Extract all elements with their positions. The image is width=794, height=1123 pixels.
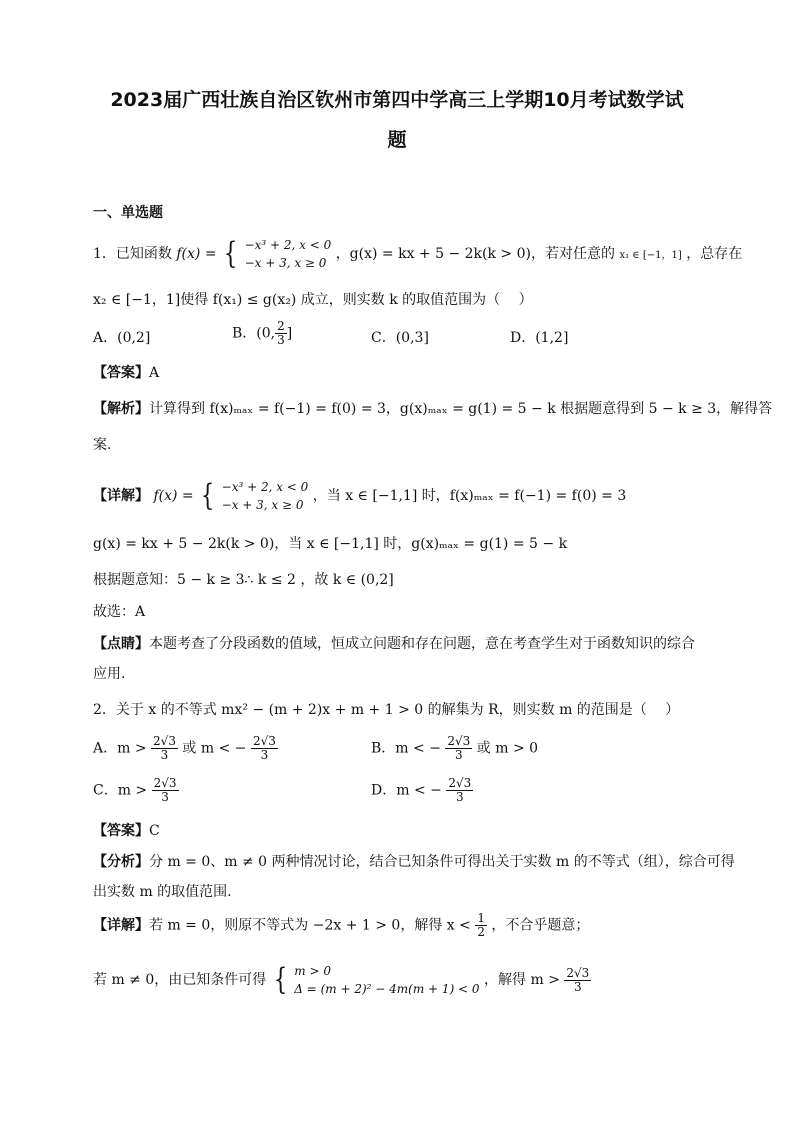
doc-title-line1: 2023届广西壮族自治区钦州市第四中学高三上学期10月考试数学试 (110, 89, 684, 111)
q1-answer (93, 363, 159, 383)
q1-detail-tag: 【详解】 (93, 488, 149, 504)
q2-option-b-post: 或 m > 0 (476, 740, 539, 757)
q1-comment-line2: 应用. (93, 666, 126, 682)
q1-g-def: ，g(x) = kx + 5 − 2k(k > 0)，若对任意的 (335, 246, 615, 262)
q1-stem-line2: x₂ ∈ [−1，1]使得 f(x₁) ≤ g(x₂) 成立，则实数 k 的取值范围为（ ） (93, 292, 533, 308)
q1-detail-case1: −x³ + 2, x < 0 (221, 480, 309, 494)
q1-f-def: f(x) = (176, 246, 217, 262)
q1-detail-cases (222, 478, 309, 514)
q2-option-a-frac1 (151, 735, 178, 762)
q2-option-a (93, 735, 278, 762)
q2-option-a-frac2 (251, 735, 278, 762)
q1-option-d: D．(1,2] (510, 330, 569, 346)
q2-frac-num: 2√3 (447, 734, 471, 748)
q1-detail-line2: g(x) = kx + 5 − 2k(k > 0)，当 x ∈ [−1,1] 时，g(x)ₘₐₓ = g(1) = 5 − k (93, 536, 568, 552)
q2-option-a-mid: 或 m < − (182, 740, 247, 757)
q1-comment-tag: 【点睛】 (93, 636, 149, 652)
q2-detail-line2 (93, 962, 591, 998)
q2-detail-tag: 【详解】 (93, 917, 149, 934)
q2-analysis-text: 分 m = 0、m ≠ 0 两种情况讨论，结合已知条件可得出关于实数 m 的不等式（组），综合可得 (149, 854, 735, 870)
q2-frac-den: 3 (260, 748, 269, 762)
q2-option-c (93, 777, 179, 804)
doc-title-line2: 题 (387, 129, 407, 151)
q2-analysis-tag: 【分析】 (93, 854, 149, 870)
q2-detail-text-post: ，不合乎题意； (491, 917, 590, 934)
q2-frac-num: 2√3 (566, 965, 590, 980)
q2-option-d (371, 777, 473, 804)
q2-option-b-frac (445, 735, 472, 762)
q2-detail-text: 若 m = 0，则原不等式为 −2x + 1 > 0，解得 x < (149, 917, 471, 934)
q2-frac-den: 3 (160, 748, 169, 762)
q2-frac-den: 3 (455, 748, 463, 762)
q1-option-b-den: 3 (277, 333, 285, 347)
q1-brace: { (223, 236, 238, 271)
q1-option-b-num: 2 (277, 319, 285, 333)
q1-case2: −x + 3, x ≥ 0 (244, 256, 327, 270)
q1-comment-text: 本题考查了分段函数的值域，恒成立问题和存在问题，意在考查学生对于函数知识的综合 (149, 636, 695, 652)
q2-detail-half (475, 912, 487, 939)
q2-detail2-pre: 若 m ≠ 0，由已知条件可得 (93, 972, 267, 988)
q2-detail2-cases (294, 962, 479, 998)
q2-detail (93, 912, 589, 939)
q2-frac-num: 2√3 (153, 776, 177, 790)
q1-option-b-pre: B．(0, (232, 325, 276, 342)
q1-cases (245, 236, 332, 272)
q2-option-d-frac (446, 777, 473, 804)
q1-option-c: C．(0,3] (371, 330, 429, 346)
q2-detail2-case1: m > 0 (294, 964, 331, 978)
q1-analysis (93, 399, 772, 419)
q1-answer-tag: 【答案】 (93, 365, 149, 381)
q2-stem: 2．关于 x 的不等式 mx² − (m + 2)x + m + 1 > 0 的解集为 R，则实数 m 的范围是（ ） (93, 702, 680, 718)
q1-option-b-frac (275, 320, 287, 347)
q2-detail2-post: ，解得 m > (484, 972, 560, 988)
q1-detail-brace: { (200, 478, 215, 513)
q2-answer-tag: 【答案】 (93, 823, 149, 839)
q2-detail-half-den: 2 (477, 925, 485, 939)
section-heading: 一、单选题 (93, 205, 163, 221)
q1-detail-f: f(x) = (153, 488, 194, 504)
q2-answer (93, 821, 160, 841)
q1-detail-case2: −x + 3, x ≥ 0 (221, 498, 304, 512)
q1-x1-domain: x₁ ∈ [−1，1] (619, 250, 682, 261)
q2-option-a-pre: A．m > (93, 740, 147, 757)
q2-analysis (93, 852, 735, 872)
q1-stem-end: ，总存在 (686, 246, 743, 262)
q2-detail2-frac (564, 967, 591, 994)
q2-answer-value: C (149, 823, 160, 839)
q2-frac-den: 3 (574, 979, 582, 994)
q2-option-c-pre: C．m > (93, 782, 148, 799)
q2-detail2-case2: Δ = (m + 2)² − 4m(m + 1) < 0 (294, 982, 480, 996)
q1-detail-line4: 故选：A (93, 604, 146, 620)
q2-frac-num: 2√3 (252, 734, 276, 748)
q1-stem (93, 236, 742, 272)
q2-option-d-pre: D．m < − (371, 782, 442, 799)
q1-comment (93, 634, 695, 654)
q1-analysis-tag: 【解析】 (93, 401, 149, 417)
q1-analysis-text: 计算得到 f(x)ₘₐₓ = f(−1) = f(0) = 3，g(x)ₘₐₓ = g(1) = 5 − k 根据题意得到 5 − k ≥ 3，解得答 (149, 401, 773, 417)
q1-detail-line3: 根据题意知：5 − k ≥ 3∴ k ≤ 2 ，故 k ∈ (0,2] (93, 572, 394, 588)
q1-answer-value: A (149, 365, 160, 381)
q2-option-b (371, 735, 538, 762)
q2-option-c-frac (152, 777, 179, 804)
q1-stem-prefix: 1．已知函数 (93, 246, 172, 262)
q1-option-b-post: ] (286, 325, 293, 342)
q1-case1: −x³ + 2, x < 0 (244, 238, 332, 252)
q2-frac-num: 2√3 (448, 776, 472, 790)
q2-option-b-pre: B．m < − (371, 740, 441, 757)
q1-detail-text: ，当 x ∈ [−1,1] 时，f(x)ₘₐₓ = f(−1) = f(0) = 3 (312, 488, 627, 504)
q1-detail (93, 478, 626, 514)
q2-detail-half-num: 1 (477, 911, 485, 925)
q2-detail2-brace: { (273, 962, 287, 997)
q2-frac-den: 3 (455, 790, 464, 804)
q2-analysis-line2: 出实数 m 的取值范围. (93, 884, 232, 900)
q1-option-a: A．(0,2] (93, 330, 151, 346)
q1-analysis-line2: 案. (93, 437, 112, 453)
q1-option-b (232, 320, 292, 347)
q2-frac-den: 3 (161, 790, 169, 804)
q2-frac-num: 2√3 (153, 734, 176, 748)
